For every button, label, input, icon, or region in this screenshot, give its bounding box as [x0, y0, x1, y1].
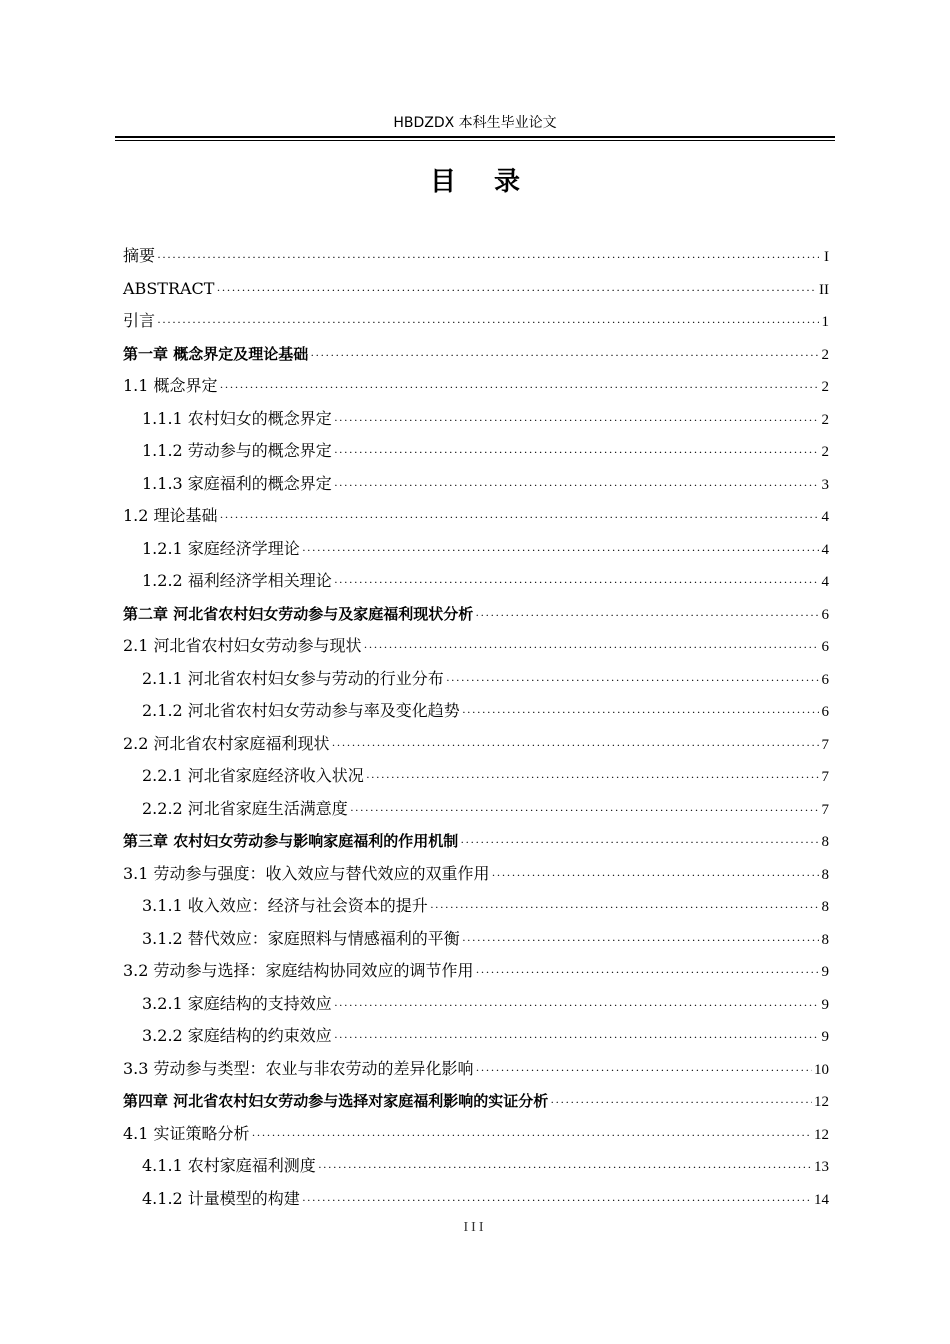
toc-entry[interactable]	[123, 630, 829, 663]
toc-page-number: 8	[821, 931, 829, 948]
toc-entry[interactable]	[123, 435, 829, 468]
toc-page-number: 7	[821, 769, 829, 785]
header-rule-thin	[115, 140, 835, 141]
toc-page-number: 7	[821, 736, 829, 753]
toc-dot-leader	[334, 1021, 819, 1054]
running-header: HBDZDX 本科生毕业论文	[393, 115, 557, 131]
toc-entry[interactable]	[123, 533, 829, 566]
toc-page-number: 2	[821, 444, 829, 460]
toc-page-number: 8	[821, 899, 829, 915]
toc-entry-title: 1.1 概念界定	[123, 376, 218, 395]
toc-entry-title: 2.1.1 河北省农村妇女参与劳动的行业分布	[142, 668, 444, 688]
toc-entry-title: 1.2 理论基础	[123, 506, 218, 525]
toc-dot-leader	[157, 306, 819, 339]
toc-entry-title: 3.2 劳动参与选择：家庭结构协同效应的调节作用	[123, 961, 474, 980]
toc-page-number: 7	[821, 801, 829, 818]
toc-dot-leader	[302, 534, 819, 567]
toc-entry[interactable]	[123, 663, 829, 696]
toc-entry-title: 3.2.1 家庭结构的支持效应	[142, 993, 332, 1013]
toc-entry[interactable]	[123, 500, 829, 533]
toc-page-number: 8	[821, 866, 829, 883]
toc-dot-leader	[446, 664, 819, 697]
toc-entry[interactable]	[123, 273, 829, 306]
toc-page-number: I	[824, 249, 829, 265]
toc-dot-leader	[310, 339, 819, 372]
toc-entry[interactable]	[123, 565, 829, 598]
toc-entry[interactable]	[123, 1053, 829, 1086]
toc-page-number: 9	[821, 996, 829, 1013]
toc-entry-title: 3.1 劳动参与强度：收入效应与替代效应的双重作用	[123, 863, 490, 883]
toc-dot-leader	[550, 1086, 812, 1119]
toc-page-number: 3	[821, 476, 829, 493]
toc-dot-leader	[462, 696, 819, 729]
toc-page-number: 1	[821, 314, 829, 330]
toc-entry[interactable]	[123, 890, 829, 923]
toc-entry[interactable]	[123, 1085, 829, 1118]
toc-entry-title: 2.1 河北省农村妇女劳动参与现状	[123, 636, 362, 655]
toc-dot-leader	[220, 501, 819, 534]
page-title: 目录	[429, 167, 558, 197]
toc-dot-leader	[302, 1184, 812, 1217]
toc-dot-leader	[475, 599, 819, 632]
toc-entry[interactable]	[123, 695, 829, 728]
toc-entry[interactable]	[123, 240, 829, 273]
toc-page-number: 2	[821, 411, 829, 428]
toc-entry[interactable]	[123, 1118, 829, 1151]
toc-page-number: 10	[814, 1061, 829, 1078]
toc-dot-leader	[430, 891, 819, 924]
toc-entry-title: 3.2.2 家庭结构的约束效应	[142, 1026, 332, 1045]
toc-entry-title: 4.1 实证策略分析	[123, 1123, 250, 1143]
toc-entry-title: 第二章 河北省农村妇女劳动参与及家庭福利现状分析	[123, 604, 474, 623]
page-number-footer: III	[463, 1220, 487, 1235]
toc-dot-leader	[216, 274, 817, 307]
toc-entry[interactable]	[123, 1150, 829, 1183]
toc-entry-title: 引言	[123, 311, 156, 330]
toc-entry[interactable]	[123, 338, 829, 371]
toc-entry-title: 第一章 概念界定及理论基础	[123, 344, 309, 363]
toc-entry-title: 2.2 河北省农村家庭福利现状	[123, 733, 330, 753]
table-of-contents	[123, 240, 829, 1215]
toc-page-number: 6	[821, 671, 829, 688]
toc-entry[interactable]	[123, 793, 829, 826]
toc-entry-title: 4.1.2 计量模型的构建	[142, 1188, 300, 1208]
toc-dot-leader	[157, 241, 819, 274]
toc-dot-leader	[252, 1119, 812, 1152]
toc-page-number: 2	[821, 379, 829, 395]
toc-dot-leader	[462, 924, 819, 957]
toc-dot-leader	[460, 826, 819, 859]
toc-entry-title: 第三章 农村妇女劳动参与影响家庭福利的作用机制	[123, 832, 459, 850]
toc-page-number: 6	[821, 606, 829, 623]
toc-entry-title: 2.1.2 河北省农村妇女劳动参与率及变化趋势	[142, 701, 460, 720]
toc-page-number: 6	[821, 639, 829, 655]
toc-entry[interactable]	[123, 403, 829, 436]
toc-entry[interactable]	[123, 305, 829, 338]
toc-entry[interactable]	[123, 825, 829, 858]
toc-entry-title: 4.1.1 农村家庭福利测度	[142, 1156, 316, 1175]
toc-page-number: 13	[814, 1159, 829, 1175]
toc-page-number: II	[819, 281, 829, 298]
toc-page-number: 4	[821, 541, 829, 558]
toc-entry-title: 1.1.1 农村妇女的概念界定	[142, 408, 332, 428]
toc-dot-leader	[334, 566, 819, 599]
toc-entry-title: 1.2.1 家庭经济学理论	[142, 538, 300, 558]
toc-dot-leader	[220, 371, 819, 404]
toc-entry[interactable]	[123, 370, 829, 403]
toc-entry-title: 第四章 河北省农村妇女劳动参与选择对家庭福利影响的实证分析	[123, 1092, 549, 1110]
toc-page-number: 2	[821, 346, 829, 363]
toc-entry[interactable]	[123, 598, 829, 631]
toc-entry-title: 3.1.2 替代效应：家庭照料与情感福利的平衡	[142, 928, 460, 948]
toc-entry[interactable]	[123, 1183, 829, 1216]
toc-page-number: 12	[814, 1094, 829, 1110]
toc-page-number: 14	[814, 1191, 829, 1208]
toc-entry-title: 1.2.2 福利经济学相关理论	[142, 571, 332, 590]
toc-entry-title: 3.3 劳动参与类型：农业与非农劳动的差异化影响	[123, 1058, 474, 1078]
toc-entry-title: ABSTRACT	[123, 278, 215, 298]
toc-dot-leader	[366, 761, 819, 794]
toc-page-number: 4	[821, 574, 829, 590]
toc-entry[interactable]	[123, 988, 829, 1021]
toc-entry-title: 1.1.3 家庭福利的概念界定	[142, 473, 332, 493]
toc-entry-title: 摘要	[123, 246, 156, 265]
toc-dot-leader	[476, 1054, 812, 1087]
toc-dot-leader	[334, 469, 819, 502]
toc-dot-leader	[334, 404, 819, 437]
toc-entry[interactable]	[123, 468, 829, 501]
toc-page-number: 9	[821, 1029, 829, 1045]
toc-dot-leader	[334, 989, 819, 1022]
toc-entry[interactable]	[123, 955, 829, 988]
header-rule-thick	[115, 136, 835, 138]
toc-dot-leader	[350, 794, 819, 827]
toc-entry[interactable]	[123, 760, 829, 793]
toc-dot-leader	[334, 436, 819, 469]
toc-entry-title: 2.2.2 河北省家庭生活满意度	[142, 798, 348, 818]
toc-page-number: 4	[821, 509, 829, 525]
toc-entry[interactable]	[123, 858, 829, 891]
toc-dot-leader	[318, 1151, 812, 1184]
toc-dot-leader	[492, 859, 819, 892]
toc-dot-leader	[364, 631, 819, 664]
toc-entry[interactable]	[123, 728, 829, 761]
toc-entry[interactable]	[123, 923, 829, 956]
toc-dot-leader	[332, 729, 819, 762]
toc-dot-leader	[476, 956, 819, 989]
toc-page-number: 6	[821, 704, 829, 720]
toc-entry-title: 1.1.2 劳动参与的概念界定	[142, 441, 332, 460]
toc-entry[interactable]	[123, 1020, 829, 1053]
toc-page-number: 9	[821, 964, 829, 980]
toc-entry-title: 2.2.1 河北省家庭经济收入状况	[142, 766, 364, 785]
toc-page-number: 8	[821, 834, 829, 850]
toc-entry-title: 3.1.1 收入效应：经济与社会资本的提升	[142, 896, 428, 915]
toc-page-number: 12	[814, 1126, 829, 1143]
